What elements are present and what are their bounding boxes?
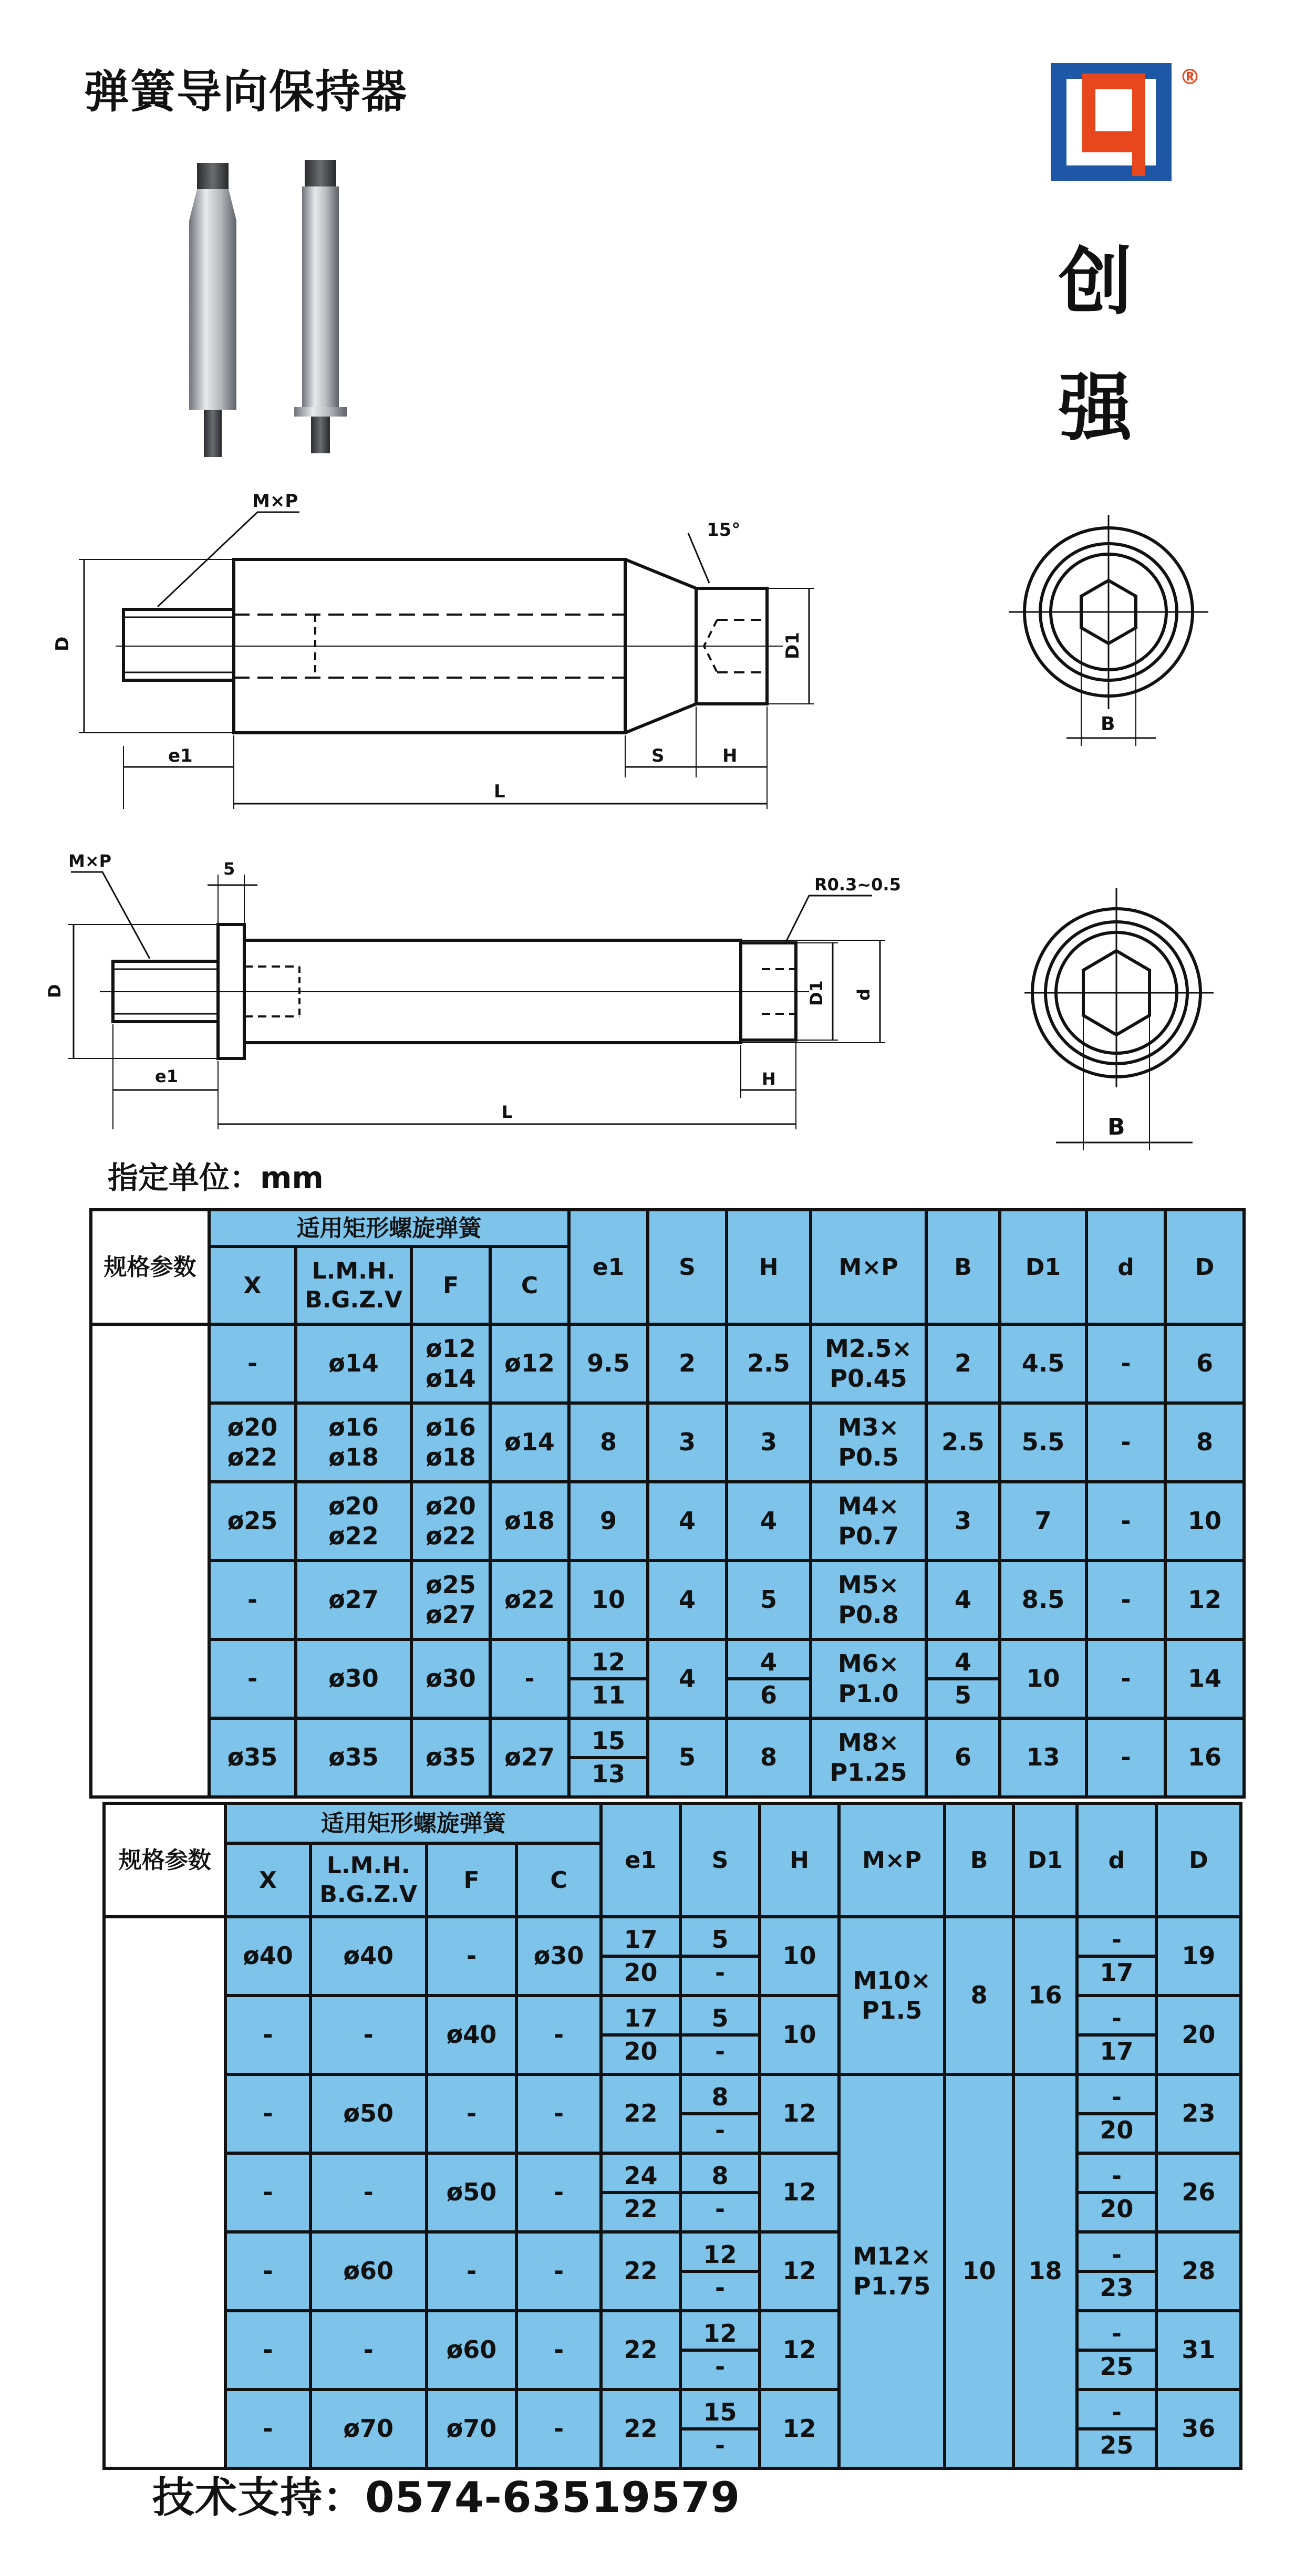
t2-cell-d-part: 25: [1079, 2349, 1155, 2382]
t1-col-c: C: [490, 1247, 569, 1324]
t1-cell-c: ø27: [490, 1718, 569, 1797]
t1-cell-lmh: ø35: [296, 1718, 411, 1797]
t1-cell-d1: 10: [1000, 1639, 1086, 1718]
d2-label-d: d: [854, 989, 874, 1001]
t2-cell-lmh: ø70: [310, 2390, 427, 2468]
t1-col-h: H: [727, 1210, 811, 1324]
t2-cell-e1: [601, 1996, 680, 2074]
d1-label-D: D: [52, 636, 73, 651]
t2-cell-s: [680, 2311, 760, 2390]
t1-cell-b: 3: [926, 1482, 1000, 1561]
t2-col-x: X: [225, 1843, 310, 1917]
t2-cell-s-part: -: [682, 2112, 758, 2146]
t2-col-h: H: [760, 1803, 839, 1917]
t2-cell-d-part: -: [1111, 2003, 1122, 2032]
t2-col-f: F: [427, 1843, 516, 1917]
t2-cell-D: 26: [1156, 2153, 1241, 2232]
t2-cell-e1: [601, 1917, 680, 1996]
t1-cell-D: 16: [1165, 1718, 1244, 1797]
t2-cell-d1: 18: [1013, 2074, 1077, 2468]
registered-mark: ®: [1179, 65, 1200, 89]
t1-cell-lmh: ø30: [296, 1639, 411, 1718]
product-photo: [168, 152, 368, 483]
t2-cell-d: [1077, 1996, 1156, 2074]
t1-cell-d: -: [1086, 1718, 1165, 1797]
brand-char-1: 创: [1059, 240, 1133, 325]
table-row: [91, 1639, 1244, 1718]
t1-col-f: F: [411, 1247, 490, 1324]
t2-cell-lmh: ø40: [310, 1917, 427, 1996]
t2-cell-d: [1077, 2311, 1156, 2390]
table-row: [91, 1561, 1244, 1639]
t2-cell-h: 12: [760, 2232, 839, 2311]
t1-cell-h: 8: [727, 1718, 811, 1797]
t1-cell-mp: M5× P0.8: [811, 1561, 926, 1639]
t1-cell-mp: M8× P1.25: [811, 1718, 926, 1797]
d1-label-mp: M×P: [252, 491, 298, 512]
t1-cell-b: 6: [926, 1718, 1000, 1797]
t2-cell-h: 10: [760, 1996, 839, 2074]
t2-cell-D: 28: [1156, 2232, 1241, 2311]
t1-cell-D: 14: [1165, 1639, 1244, 1718]
t1-row-label-blank: [91, 1324, 209, 1797]
t1-row-label: 规格参数: [91, 1210, 209, 1324]
drawing-2-end-view: [1014, 888, 1224, 1161]
table-row: [91, 1718, 1244, 1797]
t2-cell-h: 12: [760, 2074, 839, 2153]
t2-cell-s-part: 5: [711, 2003, 729, 2032]
t2-cell-s-part: -: [682, 2427, 758, 2461]
t1-col-D: D: [1165, 1210, 1244, 1324]
t1-cell-e1: 9: [569, 1482, 648, 1561]
d2-label-mp: M×P: [68, 851, 112, 871]
t1-cell-mp: M6× P1.0: [811, 1639, 926, 1718]
t1-cell-s: 2: [648, 1324, 727, 1403]
t1-cell-h-part: 6: [728, 1677, 809, 1711]
t1-cell-e1-part: 13: [571, 1756, 646, 1790]
t2-cell-mp: M12× P1.75: [839, 2074, 945, 2468]
t1-cell-d1: 13: [1000, 1718, 1086, 1797]
t2-cell-D: 20: [1156, 1996, 1241, 2074]
t1-cell-h: 2.5: [727, 1324, 811, 1403]
t1-cell-D: 12: [1165, 1561, 1244, 1639]
table-row: [91, 1482, 1244, 1561]
t2-col-b: B: [945, 1803, 1013, 1917]
d2-label-5: 5: [223, 859, 235, 879]
t2-cell-s: [680, 2074, 760, 2153]
t2-cell-f: -: [427, 1917, 516, 1996]
t1-col-d1: D1: [1000, 1210, 1086, 1324]
t1-cell-d: -: [1086, 1561, 1165, 1639]
tech-support: 技术支持：0574-63519579: [152, 2473, 741, 2522]
t2-cell-lmh: ø50: [310, 2074, 427, 2153]
t1-cell-d: -: [1086, 1639, 1165, 1718]
t2-cell-e1-part: 17: [624, 2003, 658, 2032]
t2-cell-d-part: -: [1111, 2240, 1122, 2269]
t2-col-lmh: L.M.H. B.G.Z.V: [310, 1843, 427, 1917]
t2-col-s: S: [680, 1803, 760, 1917]
d1-label-angle: 15°: [707, 520, 741, 541]
t2-cell-s-part: 8: [711, 2161, 729, 2190]
d1-label-L: L: [494, 781, 505, 802]
t2-cell-c: -: [516, 2074, 601, 2153]
t2-cell-s: [680, 2390, 760, 2468]
t1-cell-d1: 8.5: [1000, 1561, 1086, 1639]
t1-cell-mp: M4× P0.7: [811, 1482, 926, 1561]
t1-cell-x: -: [209, 1561, 296, 1639]
t2-cell-c: -: [516, 1996, 601, 2074]
d1-label-S: S: [651, 745, 665, 766]
t2-cell-c: -: [516, 2153, 601, 2232]
t1-col-mp: M×P: [811, 1210, 926, 1324]
t1-cell-d1: 4.5: [1000, 1324, 1086, 1403]
t1-cell-d: -: [1086, 1482, 1165, 1561]
unit-label: 指定单位：mm: [108, 1160, 324, 1196]
t1-cell-d: -: [1086, 1324, 1165, 1403]
drawing-2-side-view: [45, 851, 925, 1145]
t2-cell-s-part: 8: [711, 2082, 729, 2111]
t2-cell-d: [1077, 2232, 1156, 2311]
t2-cell-d-part: 20: [1079, 2112, 1155, 2146]
t2-cell-s-part: 15: [703, 2397, 737, 2426]
t1-cell-e1-part: 15: [591, 1726, 625, 1755]
t2-cell-s: [680, 2232, 760, 2311]
t1-cell-c: ø18: [490, 1482, 569, 1561]
t1-cell-s: 5: [648, 1718, 727, 1797]
t1-cell-f: ø35: [411, 1718, 490, 1797]
t2-cell-s-part: -: [682, 2349, 758, 2382]
d1-label-H: H: [722, 745, 738, 766]
t2-cell-e1: [601, 2153, 680, 2232]
d2-label-e1: e1: [155, 1066, 178, 1086]
t2-cell-s-part: -: [682, 2033, 758, 2067]
t1-cell-x: ø20 ø22: [209, 1403, 296, 1482]
t2-cell-c: ø30: [516, 1917, 601, 1996]
t1-cell-s: 4: [648, 1482, 727, 1561]
table-row: [104, 1917, 1241, 1996]
t2-cell-d-part: 17: [1079, 1955, 1155, 1988]
t1-cell-e1: 8: [569, 1403, 648, 1482]
t2-cell-lmh: -: [310, 1996, 427, 2074]
t2-col-d1: D1: [1013, 1803, 1077, 1917]
t2-cell-d-part: 25: [1079, 2427, 1155, 2461]
t2-cell-h: 12: [760, 2311, 839, 2390]
t1-cell-s: 3: [648, 1403, 727, 1482]
t1-cell-e1: 10: [569, 1561, 648, 1639]
t1-cell-h: [727, 1639, 811, 1718]
brand-logo: [1045, 58, 1203, 189]
t2-cell-s-part: -: [682, 1955, 758, 1988]
t2-cell-x: -: [225, 2311, 310, 2390]
t1-cell-f: ø12 ø14: [411, 1324, 490, 1403]
t1-cell-b-part: 5: [928, 1677, 998, 1711]
t2-cell-f: ø60: [427, 2311, 516, 2390]
t1-cell-lmh: ø16 ø18: [296, 1403, 411, 1482]
t2-cell-h: 10: [760, 1917, 839, 1996]
t1-cell-h: 5: [727, 1561, 811, 1639]
t2-cell-e1: 22: [601, 2074, 680, 2153]
t2-cell-c: -: [516, 2232, 601, 2311]
t1-cell-h: 4: [727, 1482, 811, 1561]
t2-cell-x: -: [225, 2153, 310, 2232]
t2-cell-s-part: -: [682, 2191, 758, 2225]
d2-label-H: H: [762, 1069, 776, 1089]
t1-cell-D: 6: [1165, 1324, 1244, 1403]
t2-cell-b: 8: [945, 1917, 1013, 2074]
t1-cell-b: [926, 1639, 1000, 1718]
d2-label-r: R0.3~0.5: [814, 875, 901, 895]
t1-col-d: d: [1086, 1210, 1165, 1324]
d1-end-label-B: B: [1101, 713, 1115, 735]
t1-cell-b: 2.5: [926, 1403, 1000, 1482]
t1-cell-lmh: ø14: [296, 1324, 411, 1403]
t1-cell-c: -: [490, 1639, 569, 1718]
t2-col-d: d: [1077, 1803, 1156, 1917]
brand-char-2: 强: [1059, 366, 1133, 451]
d2-label-D1: D1: [806, 980, 826, 1006]
t2-cell-s: [680, 1917, 760, 1996]
t2-col-e1: e1: [601, 1803, 680, 1917]
t2-cell-D: 31: [1156, 2311, 1241, 2390]
t2-cell-e1-part: 24: [624, 2161, 658, 2190]
t2-cell-e1-part: 22: [603, 2191, 679, 2225]
t2-row-label: 规格参数: [104, 1803, 225, 1917]
drawing-1-end-view: [998, 515, 1219, 767]
t1-cell-e1: [569, 1639, 648, 1718]
t2-cell-d: [1077, 2153, 1156, 2232]
t2-cell-s-part: -: [682, 2270, 758, 2303]
d1-label-e1: e1: [168, 745, 193, 766]
t1-cell-D: 10: [1165, 1482, 1244, 1561]
t1-cell-h-part: 4: [760, 1647, 777, 1676]
t2-row-label-blank: [104, 1917, 225, 2468]
t1-cell-b-part: 4: [954, 1647, 971, 1676]
t2-cell-e1-part: 20: [603, 1955, 679, 1988]
t2-cell-x: -: [225, 2232, 310, 2311]
t2-cell-d: [1077, 2390, 1156, 2468]
t2-cell-f: ø40: [427, 1996, 516, 2074]
t2-cell-d: [1077, 1917, 1156, 1996]
t2-cell-h: 12: [760, 2153, 839, 2232]
t2-cell-d-part: -: [1111, 1925, 1122, 1954]
table-row: [91, 1403, 1244, 1482]
t1-cell-mp: M2.5× P0.45: [811, 1324, 926, 1403]
t2-cell-d-part: 23: [1079, 2270, 1155, 2303]
t1-cell-e1: 9.5: [569, 1324, 648, 1403]
t2-cell-c: -: [516, 2390, 601, 2468]
t2-cell-lmh: -: [310, 2153, 427, 2232]
table-row: [104, 2074, 1241, 2153]
t1-cell-f: ø25 ø27: [411, 1561, 490, 1639]
t1-cell-c: ø14: [490, 1403, 569, 1482]
t2-cell-x: -: [225, 2074, 310, 2153]
t2-cell-e1: 22: [601, 2232, 680, 2311]
t2-cell-s-part: 12: [703, 2319, 737, 2348]
t2-cell-f: -: [427, 2232, 516, 2311]
t1-group-header: 适用矩形螺旋弹簧: [209, 1210, 569, 1247]
t1-cell-e1-part: 12: [591, 1647, 625, 1676]
spec-table-1: [89, 1208, 1246, 1799]
t1-cell-d: -: [1086, 1403, 1165, 1482]
table-row: [91, 1324, 1244, 1403]
t2-cell-s-part: 5: [711, 1925, 729, 1954]
d1-label-D1: D1: [782, 632, 803, 659]
t1-cell-d1: 7: [1000, 1482, 1086, 1561]
t2-col-c: C: [516, 1843, 601, 1917]
t1-cell-lmh: ø27: [296, 1561, 411, 1639]
d2-end-label-B: B: [1107, 1114, 1125, 1140]
t1-cell-b: 2: [926, 1324, 1000, 1403]
t2-cell-e1: 22: [601, 2390, 680, 2468]
t1-cell-s: 4: [648, 1639, 727, 1718]
t2-group-header: 适用矩形螺旋弹簧: [225, 1803, 601, 1843]
t2-cell-s-part: 12: [703, 2240, 737, 2269]
t2-cell-d-part: 20: [1079, 2191, 1155, 2225]
t1-cell-x: -: [209, 1324, 296, 1403]
t2-cell-x: -: [225, 2390, 310, 2468]
t2-cell-d-part: -: [1111, 2082, 1122, 2111]
t2-cell-f: -: [427, 2074, 516, 2153]
t2-cell-e1-part: 20: [603, 2033, 679, 2067]
t1-cell-c: ø12: [490, 1324, 569, 1403]
t2-cell-x: -: [225, 1996, 310, 2074]
t2-cell-mp: M10× P1.5: [839, 1917, 945, 2074]
t1-cell-c: ø22: [490, 1561, 569, 1639]
t1-col-e1: e1: [569, 1210, 648, 1324]
t2-cell-D: 23: [1156, 2074, 1241, 2153]
t1-cell-x: ø25: [209, 1482, 296, 1561]
t2-col-mp: M×P: [839, 1803, 945, 1917]
d2-label-L: L: [502, 1102, 513, 1122]
t1-col-lmh: L.M.H. B.G.Z.V: [296, 1247, 411, 1324]
t2-cell-d-part: -: [1111, 2319, 1122, 2348]
t1-cell-mp: M3× P0.5: [811, 1403, 926, 1482]
t2-cell-d-part: -: [1111, 2397, 1122, 2426]
t1-cell-h: 3: [727, 1403, 811, 1482]
t2-cell-c: -: [516, 2311, 601, 2390]
t1-cell-x: ø35: [209, 1718, 296, 1797]
t2-cell-s: [680, 1996, 760, 2074]
d2-label-D: D: [45, 984, 65, 998]
t2-cell-b: 10: [945, 2074, 1013, 2468]
t2-cell-lmh: -: [310, 2311, 427, 2390]
t1-cell-lmh: ø20 ø22: [296, 1482, 411, 1561]
t2-col-D: D: [1156, 1803, 1241, 1917]
t1-cell-e1-part: 11: [571, 1677, 646, 1711]
t2-cell-d-part: -: [1111, 2161, 1122, 2190]
t1-col-s: S: [648, 1210, 727, 1324]
t2-cell-D: 19: [1156, 1917, 1241, 1996]
t2-cell-e1: 22: [601, 2311, 680, 2390]
t2-cell-x: ø40: [225, 1917, 310, 1996]
t1-cell-D: 8: [1165, 1403, 1244, 1482]
t1-cell-s: 4: [648, 1561, 727, 1639]
t1-cell-b: 4: [926, 1561, 1000, 1639]
t1-cell-x: -: [209, 1639, 296, 1718]
t2-cell-s: [680, 2153, 760, 2232]
t2-cell-d1: 16: [1013, 1917, 1077, 2074]
t2-cell-f: ø70: [427, 2390, 516, 2468]
t2-cell-h: 12: [760, 2390, 839, 2468]
t1-cell-f: ø16 ø18: [411, 1403, 490, 1482]
t2-cell-lmh: ø60: [310, 2232, 427, 2311]
drawing-1-side-view: [53, 483, 872, 819]
t2-cell-d: [1077, 2074, 1156, 2153]
t2-cell-d-part: 17: [1079, 2033, 1155, 2067]
spec-table-2: [102, 1802, 1242, 2470]
t1-cell-f: ø20 ø22: [411, 1482, 490, 1561]
t2-cell-e1-part: 17: [624, 1925, 658, 1954]
page-title: 弹簧导向保持器: [84, 66, 408, 118]
t2-cell-f: ø50: [427, 2153, 516, 2232]
t1-col-b: B: [926, 1210, 1000, 1324]
t1-cell-f: ø30: [411, 1639, 490, 1718]
t2-cell-D: 36: [1156, 2390, 1241, 2468]
t1-col-x: X: [209, 1247, 296, 1324]
t1-cell-d1: 5.5: [1000, 1403, 1086, 1482]
t1-cell-e1: [569, 1718, 648, 1797]
